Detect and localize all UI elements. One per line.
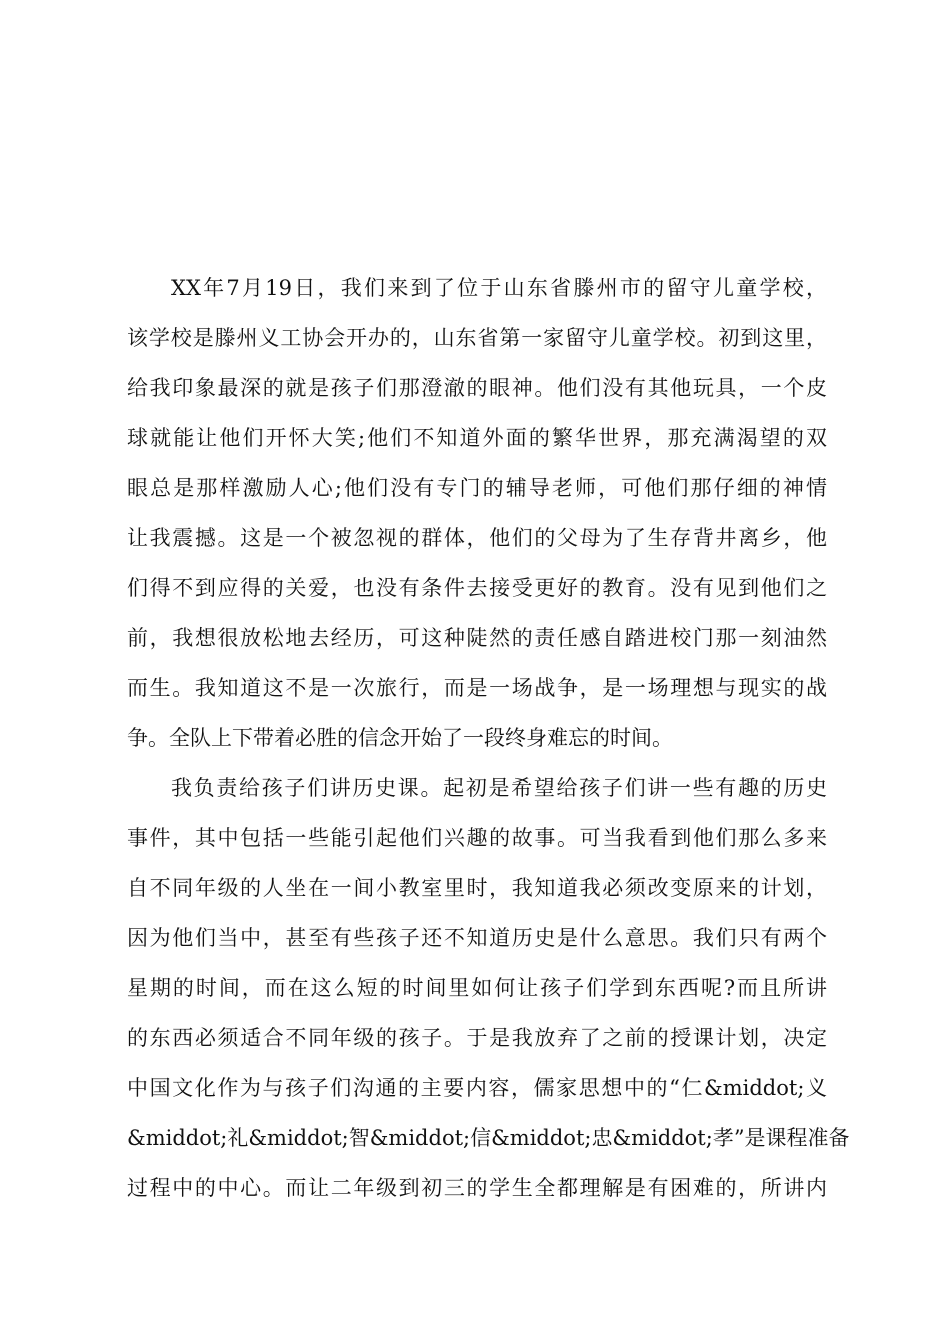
text-line: 过程中的中心。而让二年级到初三的学生全都理解是有困难的，所讲内 [127, 1176, 827, 1200]
text-line: 我负责给孩子们讲历史课。起初是希望给孩子们讲一些有趣的历史 [171, 776, 827, 800]
text-line: 前，我想很放松地去经历，可这种陡然的责任感自踏进校门那一刻油然 [127, 626, 827, 650]
text-line: 争。全队上下带着必胜的信念开始了一段终身难忘的时间。 [127, 726, 673, 750]
text-line: 球就能让他们开怀大笑;他们不知道外面的繁华世界，那充满渴望的双 [127, 426, 827, 450]
text-line: &middot;礼&middot;智&middot;信&middot;忠&middot;孝”是课程准备 [127, 1126, 850, 1150]
text-line: 自不同年级的人坐在一间小教室里时，我知道我必须改变原来的计划， [127, 876, 827, 900]
text-line: 该学校是滕州义工协会开办的，山东省第一家留守儿童学校。初到这里， [127, 326, 827, 350]
body-text [127, 268, 850, 1218]
text-line: 事件，其中包括一些能引起他们兴趣的故事。可当我看到他们那么多来 [127, 826, 827, 850]
text-line: 眼总是那样激励人心;他们没有专门的辅导老师，可他们那仔细的神情 [127, 476, 827, 500]
text-line: 的东西必须适合不同年级的孩子。于是我放弃了之前的授课计划，决定 [127, 1026, 827, 1050]
text-line: 而生。我知道这不是一次旅行，而是一场战争，是一场理想与现实的战 [127, 676, 827, 700]
text-line: XX年7月19日，我们来到了位于山东省滕州市的留守儿童学校， [171, 276, 827, 300]
text-line: 让我震撼。这是一个被忽视的群体，他们的父母为了生存背井离乡，他 [127, 526, 827, 550]
text-line: 中国文化作为与孩子们沟通的主要内容，儒家思想中的“仁&middot;义 [127, 1076, 827, 1100]
text-line: 们得不到应得的关爱，也没有条件去接受更好的教育。没有见到他们之 [127, 576, 827, 600]
text-line: 星期的时间，而在这么短的时间里如何让孩子们学到东西呢?而且所讲 [127, 976, 827, 1000]
text-line: 因为他们当中，甚至有些孩子还不知道历史是什么意思。我们只有两个 [127, 926, 827, 950]
text-line: 给我印象最深的就是孩子们那澄澈的眼神。他们没有其他玩具，一个皮 [127, 376, 827, 400]
